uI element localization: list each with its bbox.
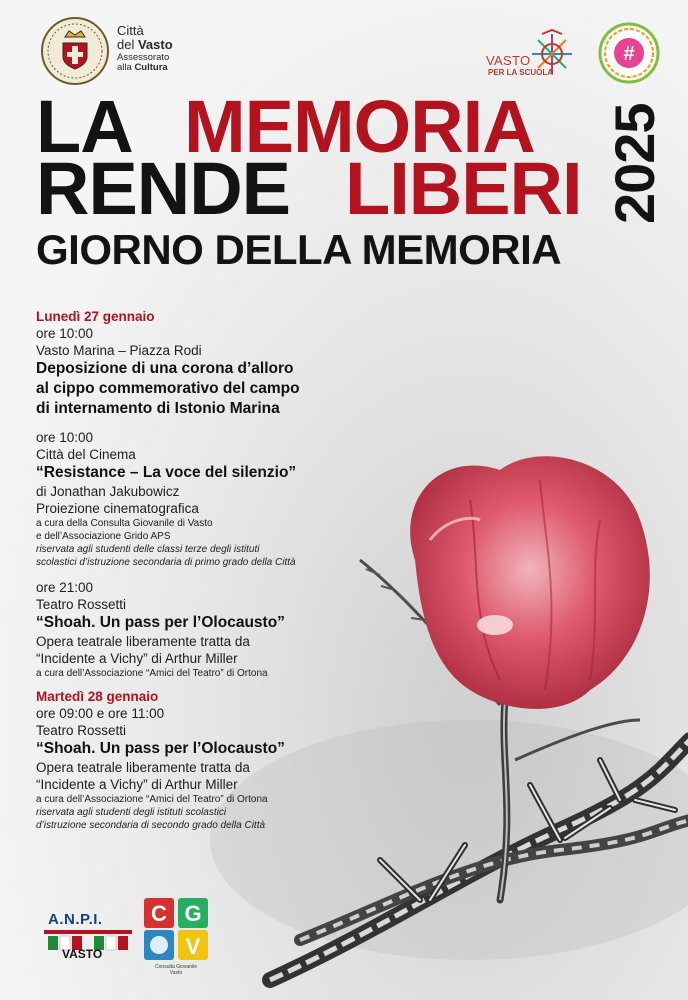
event-title: al cippo commemorativo del campo (36, 380, 300, 397)
city-line-2 (117, 38, 173, 52)
hashtag-logo-icon (598, 22, 660, 84)
event-time: ore 10:00 (36, 326, 94, 341)
city-name: Vasto (137, 36, 173, 52)
event-organizer: a cura dell’Associazione “Amici del Teatro” di Ortona (36, 794, 268, 805)
cgv-logo-icon (142, 896, 210, 962)
cgv-caption-line-2: Vasto (169, 970, 183, 976)
event-time: ore 21:00 (36, 580, 94, 595)
event-note: scolastici d’istruzione secondaria di primo grado della Città (36, 557, 296, 568)
event-title: “Resistance – La voce del silenzio” (36, 464, 297, 481)
event-organizer: e dell’Associazione Grido APS (36, 531, 171, 542)
day-2-label: Martedì 28 gennaio (36, 689, 159, 704)
program (36, 308, 396, 832)
city-line-3: Assessorato (117, 52, 170, 64)
spacer (36, 419, 396, 429)
school-logo-line-2: PER LA SCUOLA (488, 68, 554, 77)
event-organizer: a cura della Consulta Giovanile di Vasto (36, 518, 213, 529)
cgv-caption-line-1: Consulta Giovanile (155, 964, 197, 970)
city-line-4 (117, 63, 173, 73)
department-name: Cultura (134, 62, 168, 74)
event-place: Teatro Rossetti (36, 597, 127, 612)
event-description: Opera teatrale liberamente tratta da (36, 634, 250, 649)
city-block (117, 24, 173, 73)
cgv-letter-v: V (185, 934, 201, 959)
title-line1-red: MEMORIA (184, 85, 535, 168)
cgv-caption (140, 964, 212, 976)
title-line2-black: RENDE (36, 147, 291, 230)
event-title: Deposizione di una corona d’alloro (36, 360, 294, 377)
event-note: riservata agli studenti degli istituti scolastici (36, 807, 227, 818)
city-line-4-prefix: alla (117, 62, 135, 74)
event-description: “Incidente a Vichy” di Arthur Miller (36, 777, 238, 792)
event-note: d’istruzione secondaria di secondo grado della Città (36, 820, 266, 831)
subtitle: GIORNO DELLA MEMORIA (36, 226, 562, 273)
school-logo-line-1: VASTO (486, 53, 531, 68)
hashtag-symbol: # (623, 43, 635, 65)
event-kind: Proiezione cinematografica (36, 501, 199, 516)
day-1-label: Lunedì 27 gennaio (36, 309, 155, 324)
spacer (36, 569, 396, 579)
title-year: 2025 (603, 103, 666, 224)
city-line-1: Città (117, 23, 144, 38)
city-line-2-prefix: del (117, 36, 138, 52)
anpi-city: VASTO (62, 947, 103, 961)
event-title: di internamento di Istonio Marina (36, 400, 280, 417)
event-time: ore 09:00 e ore 11:00 (36, 706, 165, 721)
event-description: “Incidente a Vichy” di Arthur Miller (36, 651, 238, 666)
title-line1-black: LA (36, 85, 133, 168)
cgv-emblem (150, 936, 168, 954)
event-description: Opera teatrale liberamente tratta da (36, 760, 250, 775)
event-title: “Shoah. Un pass per l’Olocausto” (36, 614, 285, 631)
event-note: riservata agli studenti delle classi terze degli istituti (36, 544, 260, 555)
event-place: Vasto Marina – Piazza Rodi (36, 343, 202, 358)
cgv-letter-c: C (151, 901, 167, 926)
spacer (36, 680, 396, 688)
event-organizer: a cura dell’Associazione “Amici del Teatro” di Ortona (36, 668, 268, 679)
city-crest-icon (40, 15, 110, 87)
event-place: Teatro Rossetti (36, 723, 127, 738)
cgv-letter-g: G (184, 901, 202, 926)
title-line2-red: LIBERI (345, 147, 582, 230)
event-time: ore 10:00 (36, 430, 94, 445)
event-place: Città del Cinema (36, 447, 136, 462)
poppy-flower-icon (410, 456, 650, 709)
event-title: “Shoah. Un pass per l’Olocausto” (36, 740, 285, 757)
event-author: di Jonathan Jakubowicz (36, 484, 180, 499)
anpi-title: A.N.P.I. (48, 911, 103, 928)
